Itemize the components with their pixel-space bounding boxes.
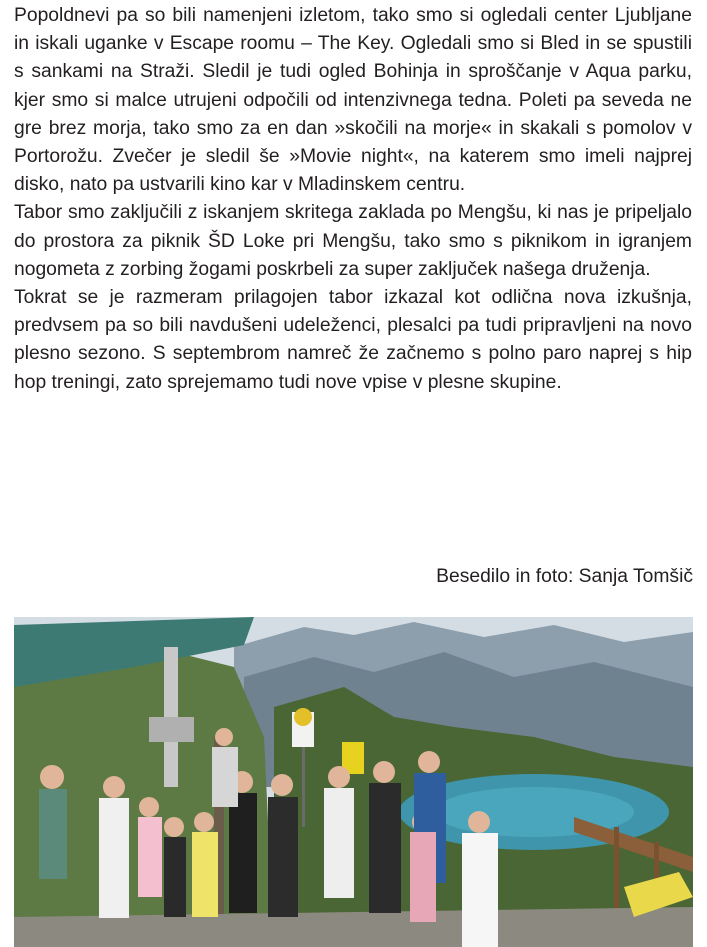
paragraph-treasure-hunt: Tabor smo zaključili z iskanjem skritega zaklada po Mengšu, ki nas je pripeljalo do prostora za piknik ŠD Loke pri Mengšu, tako smo s piknikom in igranjem nogometa z zorbing žogami poskrbeli za super zaključek našega druženja. — [14, 202, 692, 280]
photo-credit: Besedilo in foto: Sanja Tomšič — [436, 566, 693, 587]
paragraph-afternoon-trips: Popoldnevi pa so bili namenjeni izletom, tako smo si ogledali center Ljubljane in iskali uganke v Escape roomu – The Key. Ogledali smo si Bled in se spustili s sankami na Straži. Sledil je tudi ogled Bohinja in sproščanje v Aqua parku, kjer smo si malce utrujeni odpočili od intenzivnega tedna. Poleti pa seveda ne gre brez morja, tako smo za en dan »skočili na morje« in skakali s pomolov v Portorožu. Zvečer je sledil še »Movie night«, na katerem smo imeli najprej disko, nato pa ustvarili kino kar v Mladinskem centru. — [14, 5, 692, 196]
article-body — [14, 2, 692, 397]
paragraph-conclusion: Tokrat se je razmeram prilagojen tabor izkazal kot odlična nova izkušnja, predvsem pa so bili navdušeni udeleženci, plesalci pa tudi pripravljeni na novo plesno sezono. S septembrom namreč že začnemo s polno paro naprej s hip hop treningi, zato sprejemamo tudi nove vpise v plesne skupine. — [14, 287, 692, 393]
group-photo-illustration — [14, 617, 693, 947]
group-photo — [14, 617, 693, 947]
